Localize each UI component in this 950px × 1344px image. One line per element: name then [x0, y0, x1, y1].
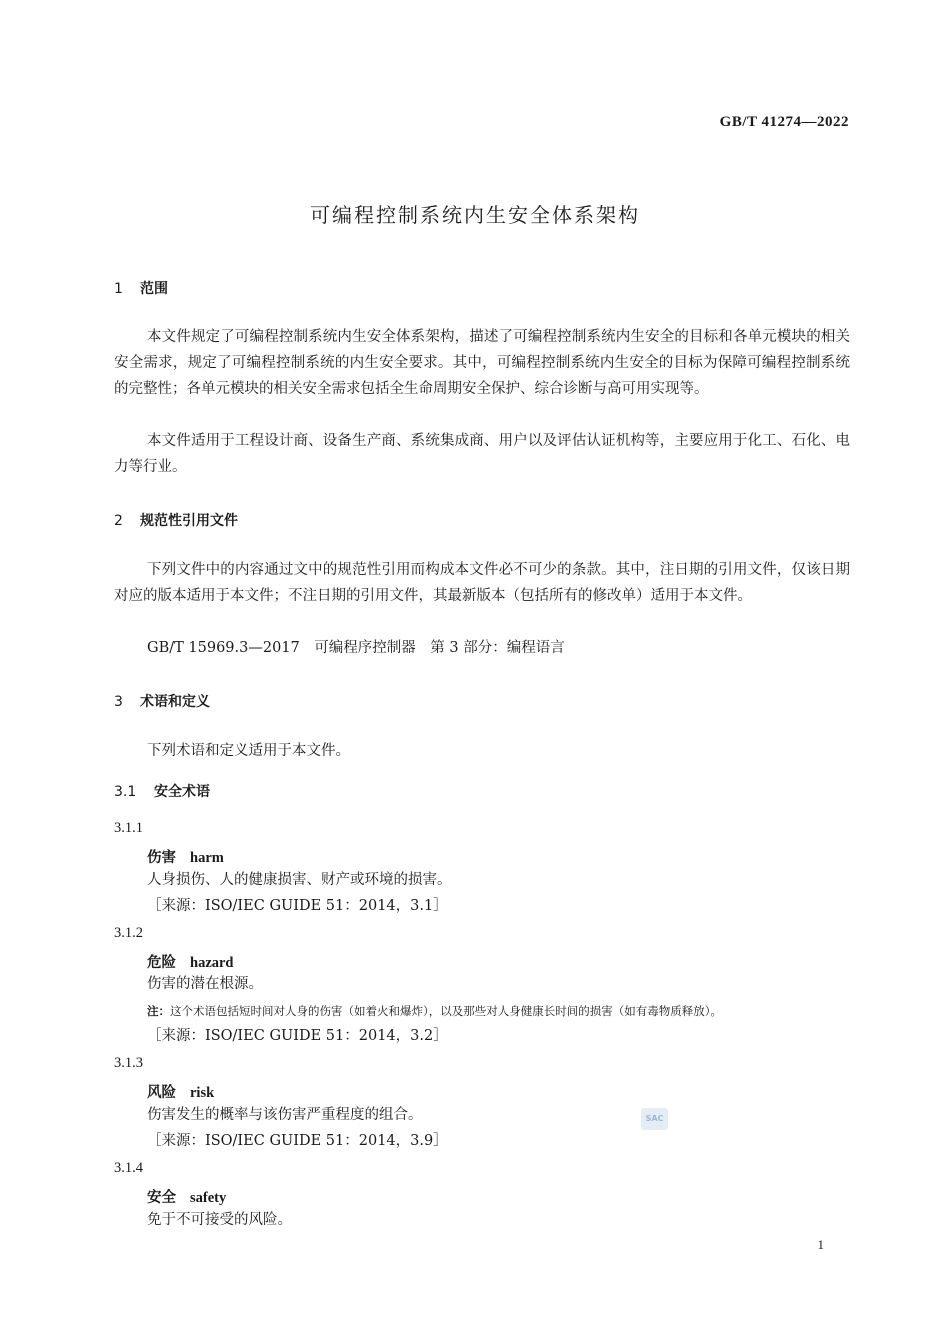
- term-english: safety: [190, 1190, 227, 1206]
- section-1-heading: [114, 278, 168, 298]
- term-english: risk: [190, 1085, 215, 1101]
- term-chinese: 风险: [147, 1085, 176, 1101]
- section-number: 3: [114, 694, 123, 710]
- section-2-heading: [114, 510, 238, 530]
- section-3-heading: [114, 691, 210, 711]
- term-definition: 人身损伤、人的健康损害、财产或环境的损害。: [147, 872, 452, 888]
- section-title: 规范性引用文件: [140, 513, 238, 529]
- term-source: ［来源：ISO/IEC GUIDE 51：2014，3.1］: [147, 898, 448, 914]
- term-number: 3.1.3: [114, 1055, 143, 1071]
- subsection-3-1-heading: [114, 781, 210, 801]
- term-number: 3.1.2: [114, 925, 143, 941]
- term-source: ［来源：ISO/IEC GUIDE 51：2014，3.9］: [147, 1133, 448, 1149]
- term-chinese: 安全: [147, 1190, 176, 1206]
- subsection-title: 安全术语: [154, 784, 210, 800]
- term-number: 3.1.1: [114, 820, 143, 836]
- term-source: ［来源：ISO/IEC GUIDE 51：2014，3.2］: [147, 1028, 448, 1044]
- term-english: harm: [190, 850, 224, 866]
- page-number: 1: [817, 1237, 824, 1252]
- note-label: 注：: [147, 1004, 170, 1018]
- section-1-paragraph-1: 本文件规定了可编程控制系统内生安全体系架构，描述了可编程控制系统内生安全的目标和各单元模块的相关安全需求，规定了可编程控制系统的内生安全要求。其中，可编程控制系统内生安全的目标为保障可编程控制系统的完整性；各单元模块的相关安全需求包括全生命周期安全保护、综合诊断与高可用实现等。: [114, 329, 850, 397]
- term-number: 3.1.4: [114, 1160, 143, 1176]
- term-note: [147, 1003, 722, 1019]
- section-1-paragraph-2: 本文件适用于工程设计商、设备生产商、系统集成商、用户以及评估认证机构等，主要应用于化工、石化、电力等行业。: [114, 433, 850, 475]
- section-number: 2: [114, 513, 123, 529]
- subsection-number: 3.1: [114, 784, 137, 800]
- term-definition: 伤害发生的概率与该伤害严重程度的组合。: [147, 1107, 423, 1123]
- document-title: 可编程控制系统内生安全体系架构: [310, 203, 640, 227]
- section-3-paragraph-1: 下列术语和定义适用于本文件。: [147, 743, 350, 759]
- term-entry: [147, 951, 234, 972]
- standard-code: GB/T 41274—2022: [719, 114, 849, 130]
- term-chinese: 危险: [147, 955, 176, 971]
- note-text: 这个术语包括短时间对人身的伤害（如着火和爆炸），以及那些对人身健康长时间的损害（如有毒物质释放）。: [170, 1004, 722, 1018]
- term-entry: [147, 846, 224, 867]
- normative-reference: GB/T 15969.3—2017 可编程序控制器 第 3 部分：编程语言: [147, 640, 565, 656]
- section-title: 范围: [140, 281, 168, 297]
- term-english: hazard: [190, 955, 234, 971]
- term-entry: [147, 1186, 226, 1207]
- section-title: 术语和定义: [140, 694, 210, 710]
- term-entry: [147, 1081, 214, 1102]
- term-chinese: 伤害: [147, 850, 176, 866]
- term-definition: 伤害的潜在根源。: [147, 976, 263, 992]
- section-2-paragraph-1: 下列文件中的内容通过文中的规范性引用而构成本文件必不可少的条款。其中，注日期的引用文件，仅该日期对应的版本适用于本文件；不注日期的引用文件，其最新版本（包括所有的修改单）适用于本文件。: [114, 562, 850, 604]
- sac-watermark-logo: SAC: [641, 1108, 668, 1130]
- section-number: 1: [114, 281, 123, 297]
- term-definition: 免于不可接受的风险。: [147, 1212, 292, 1228]
